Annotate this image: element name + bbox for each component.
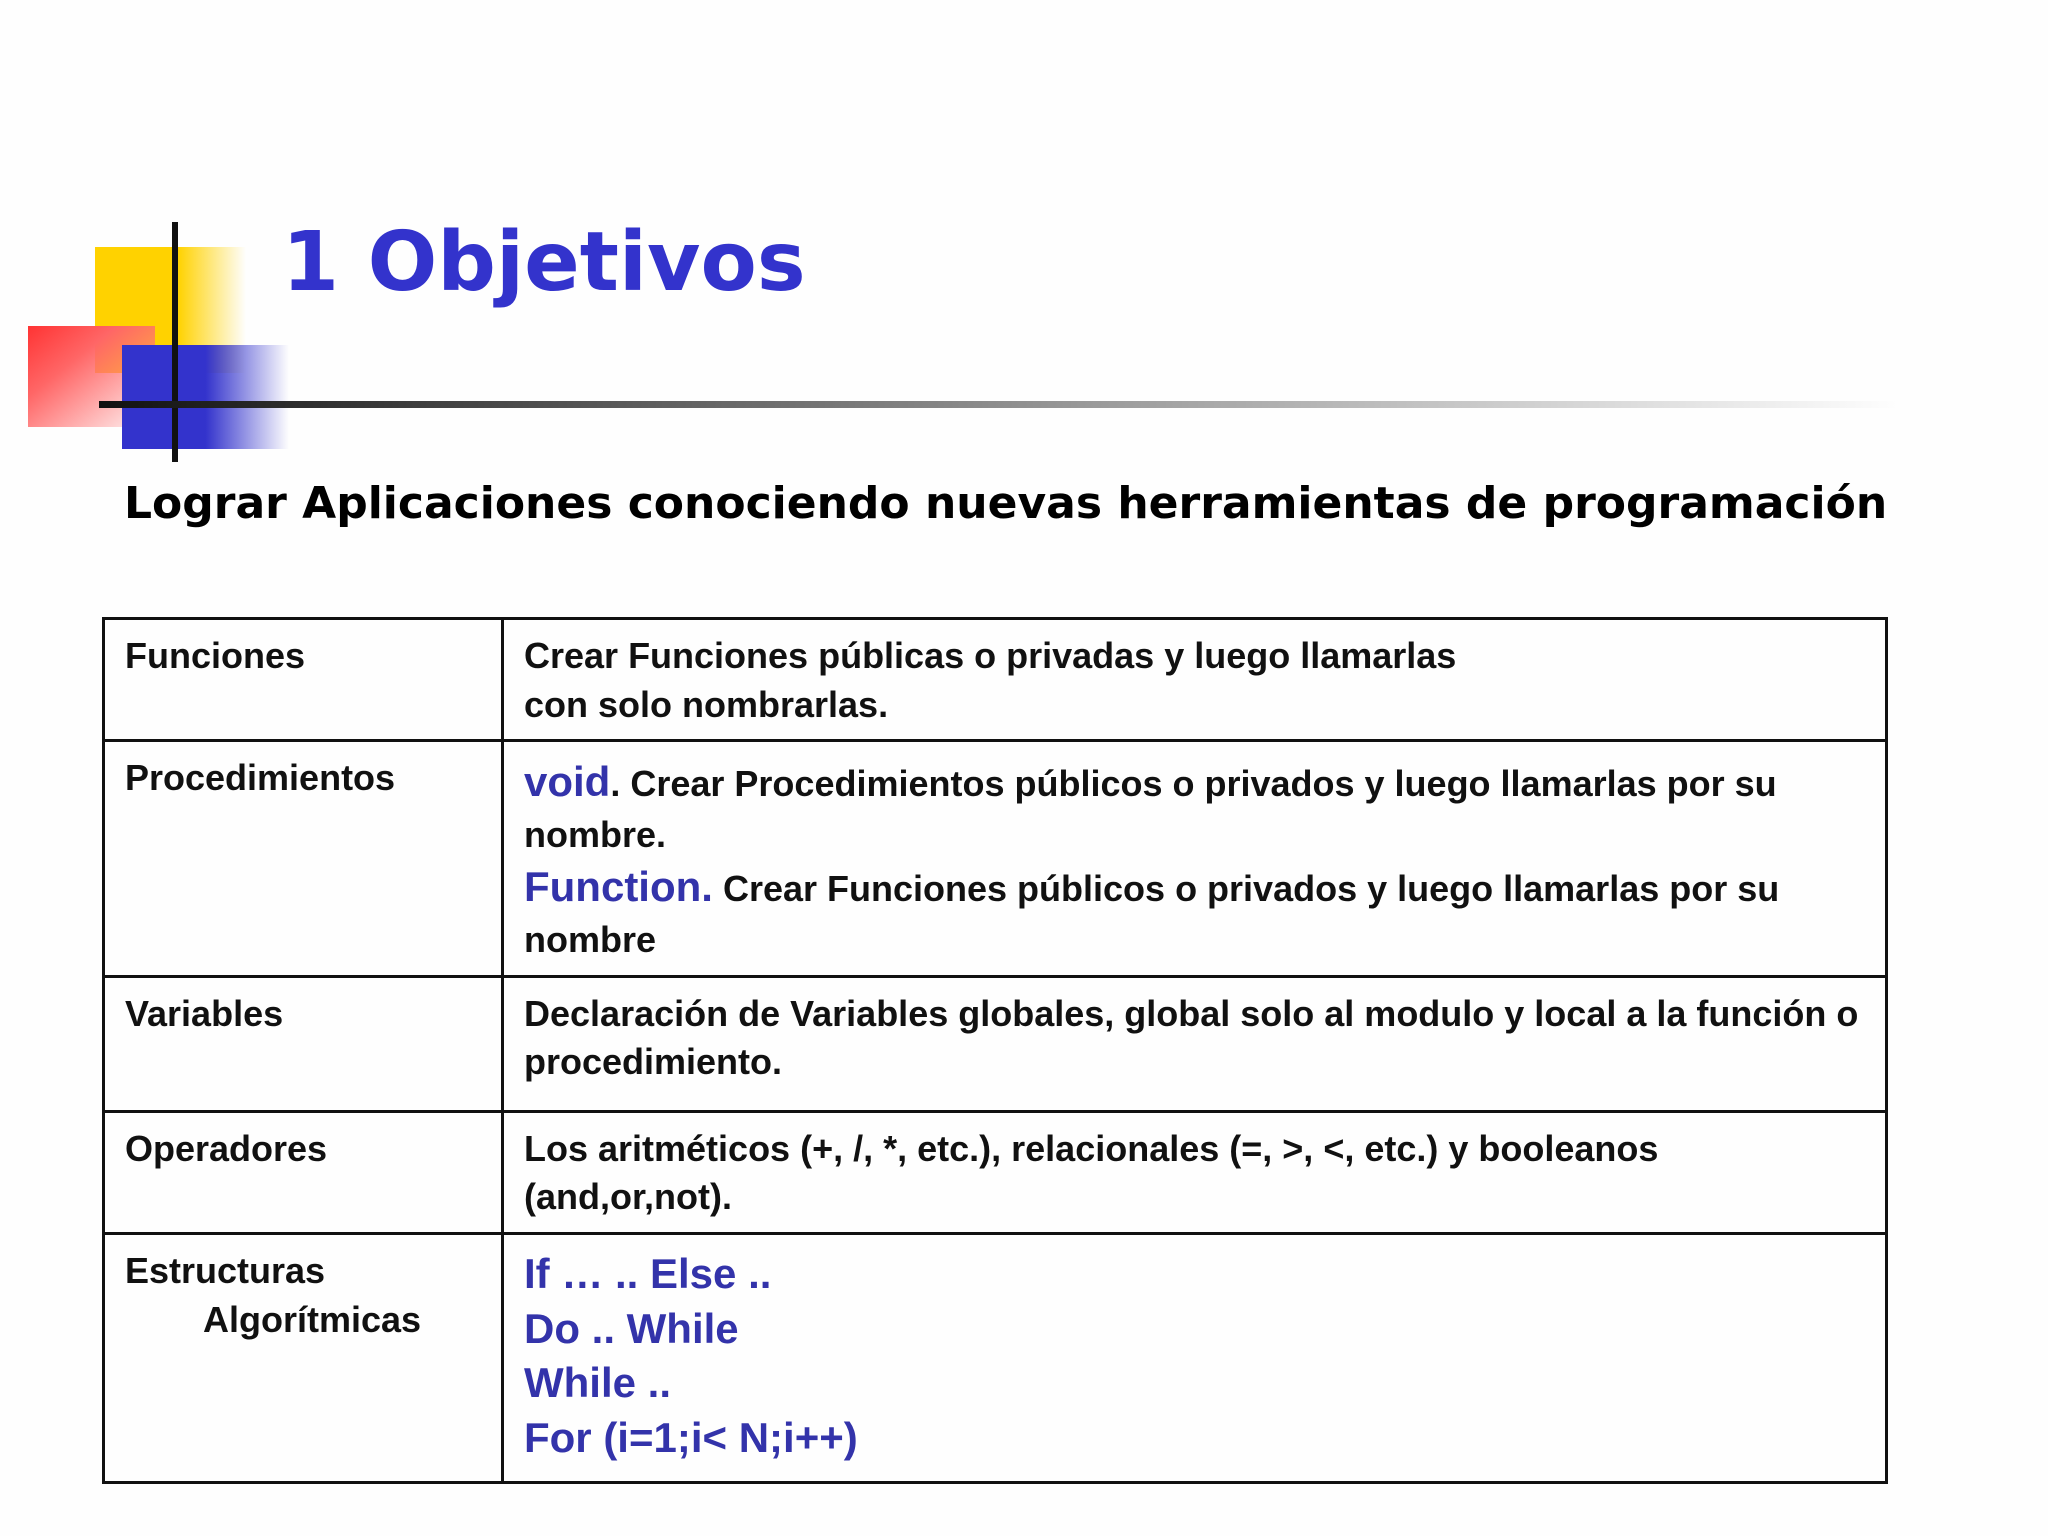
row-description bbox=[503, 741, 1887, 977]
logo-vertical-line bbox=[172, 222, 178, 462]
structure-item: If … .. Else .. bbox=[524, 1249, 772, 1297]
table-row bbox=[104, 976, 1887, 1111]
row-label-line: Estructuras bbox=[125, 1249, 326, 1291]
table-row bbox=[104, 741, 1887, 977]
structure-item: For (i=1;i< N;i++) bbox=[524, 1413, 858, 1461]
row-description-text: Declaración de Variables globales, global solo al modulo y local a la función o procedimiento. bbox=[524, 992, 1859, 1083]
slide-subtitle: Lograr Aplicaciones conociendo nuevas herramientas de programación bbox=[124, 478, 1888, 529]
description-text: Crear Funciones públicos o privados y luego llamarlas por su nombre bbox=[524, 868, 1780, 961]
row-description-text: Crear Funciones públicas o privadas y luego llamarlas con solo nombrarlas. bbox=[524, 635, 1457, 725]
row-label: Variables bbox=[104, 976, 503, 1111]
row-label: Procedimientos bbox=[104, 741, 503, 977]
table-row bbox=[104, 1233, 1887, 1482]
description-text: . Crear Procedimientos públicos o privados y luego llamarlas por su nombre. bbox=[524, 763, 1777, 855]
row-description-text: Los aritméticos (+, /, *, etc.), relacionales (=, >, <, etc.) y booleanos (and,or,not). bbox=[524, 1127, 1659, 1218]
row-label: Funciones bbox=[104, 619, 503, 741]
row-label: Operadores bbox=[104, 1111, 503, 1233]
row-description bbox=[503, 1111, 1887, 1233]
logo-blue-square bbox=[122, 345, 289, 449]
title-underline bbox=[99, 401, 1899, 408]
slide-title: 1 Objetivos bbox=[282, 215, 806, 310]
objectives-table bbox=[102, 617, 1888, 1484]
row-label-line: Algorítmicas bbox=[203, 1298, 422, 1340]
structure-item: Do .. While bbox=[524, 1304, 739, 1352]
structure-item: While .. bbox=[524, 1359, 671, 1407]
row-description bbox=[503, 619, 1887, 741]
description-line bbox=[524, 754, 1865, 859]
row-label bbox=[104, 1233, 503, 1482]
row-description bbox=[503, 1233, 1887, 1482]
description-line bbox=[524, 859, 1865, 964]
table-row bbox=[104, 619, 1887, 741]
table-row bbox=[104, 1111, 1887, 1233]
keyword: Function. bbox=[524, 863, 713, 911]
row-description bbox=[503, 976, 1887, 1111]
keyword: void bbox=[524, 758, 611, 806]
